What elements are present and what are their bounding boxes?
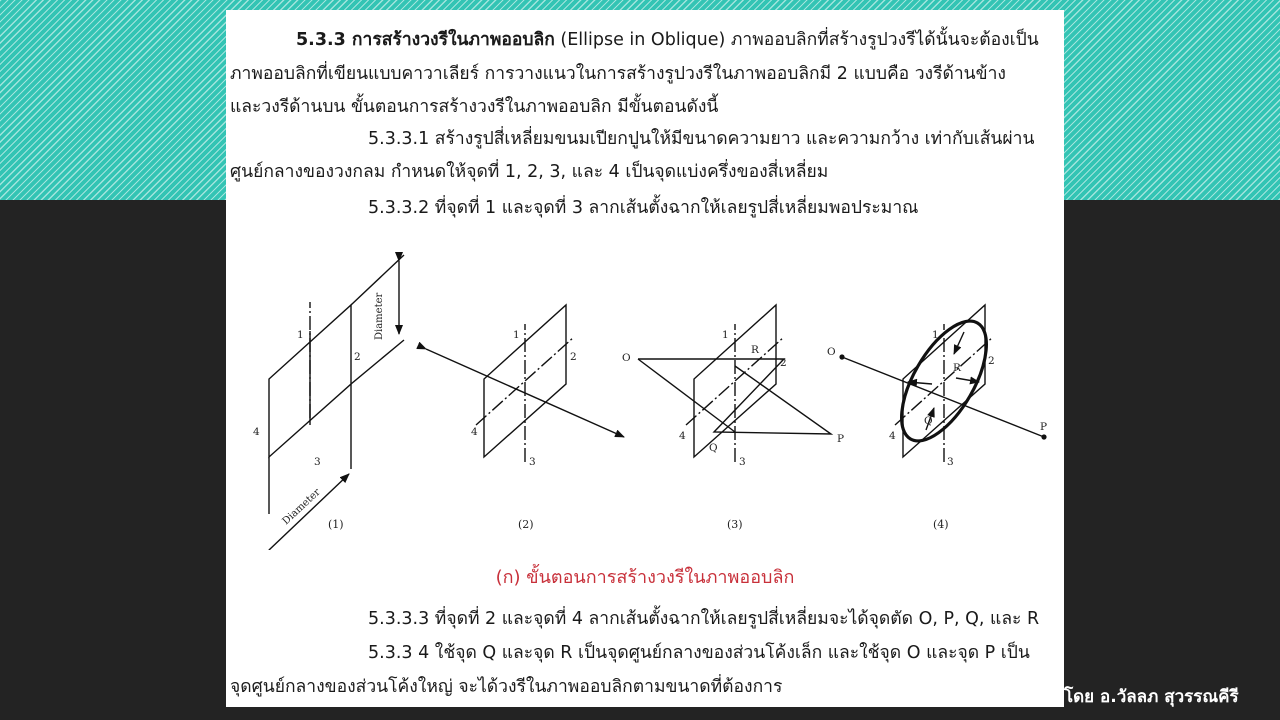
step-text: 5.3.3.2 ที่จุดที่ 1 และจุดที่ 3 ลากเส้นตั้งฉากให้เลยรูปสี่เหลี่ยมพอประมาณ bbox=[368, 198, 919, 218]
panel-label-2: (2) bbox=[518, 518, 534, 531]
panel-3 bbox=[638, 305, 831, 462]
point-label-o: O bbox=[827, 346, 836, 358]
panel-2 bbox=[426, 305, 624, 462]
point-label-r: R bbox=[751, 344, 759, 356]
diameter-label-vertical: Diameter bbox=[374, 292, 385, 340]
point-label-1: 1 bbox=[513, 329, 520, 341]
point-label-4: 4 bbox=[253, 426, 260, 438]
oblique-ellipse-figure bbox=[226, 232, 1064, 550]
point-label-1: 1 bbox=[297, 329, 304, 341]
point-label-2: 2 bbox=[354, 351, 361, 363]
author-credit: โดย อ.วัลลภ สุวรรณคีรี bbox=[1064, 687, 1239, 707]
step-text: 5.3.3.3 ที่จุดที่ 2 และจุดที่ 4 ลากเส้นตั้งฉากให้เลยรูปสี่เหลี่ยมจะได้จุดตัด O, P, Q, และ R bbox=[368, 609, 1040, 629]
step-text: ศูนย์กลางของวงกลม กำหนดให้จุดที่ 1, 2, 3, และ 4 เป็นจุดแบ่งครึ่งของสี่เหลี่ยม bbox=[230, 162, 829, 182]
heading-continuation: (Ellipse in Oblique) ภาพออบลิกที่สร้างรูปวงรีได้นั้นจะต้องเป็น bbox=[554, 30, 1039, 50]
panel-label-3: (3) bbox=[727, 518, 743, 531]
point-label-1: 1 bbox=[722, 329, 729, 341]
heading-line bbox=[296, 28, 1039, 52]
point-label-3: 3 bbox=[529, 456, 536, 468]
point-label-q: Q bbox=[924, 415, 933, 427]
panel-labels bbox=[328, 518, 949, 531]
point-label-3: 3 bbox=[947, 456, 954, 468]
point-label-2: 2 bbox=[570, 351, 577, 363]
point-label-p: P bbox=[837, 433, 845, 445]
point-label-2: 2 bbox=[988, 355, 995, 367]
point-label-q: Q bbox=[709, 442, 718, 454]
point-label-o: O bbox=[622, 352, 631, 364]
paragraph-line: ภาพออบลิกที่เขียนแบบคาวาเลียร์ การวางแนวในการสร้างรูปวงรีในภาพออบลิกมี 2 แบบคือ วงรีด้านข้าง bbox=[230, 64, 1006, 84]
panel-4 bbox=[842, 305, 1044, 462]
point-label-4: 4 bbox=[679, 430, 686, 442]
point-label-4: 4 bbox=[471, 426, 478, 438]
point-label-3: 3 bbox=[314, 456, 321, 468]
step-text: 5.3.3.1 สร้างรูปสี่เหลี่ยมขนมเปียกปูนให้มีขนาดความยาว และความกว้าง เท่ากับเส้นผ่าน bbox=[368, 129, 1035, 149]
diameter-label-slanted: Diameter bbox=[280, 486, 323, 528]
panel-label-4: (4) bbox=[933, 518, 949, 531]
point-label-p: P bbox=[1040, 421, 1048, 433]
step-text: 5.3.3 4 ใช้จุด Q และจุด R เป็นจุดศูนย์กลางของส่วนโค้งเล็ก และใช้จุด O และจุด P เป็น bbox=[368, 643, 1030, 663]
figure-caption: (ก) ขั้นตอนการสร้างวงรีในภาพออบลิก bbox=[495, 567, 795, 588]
construction-diagram bbox=[226, 232, 1064, 550]
step-text: จุดศูนย์กลางของส่วนโค้งใหญ่ จะได้วงรีในภาพออบลิกตามขนาดที่ต้องการ bbox=[230, 677, 783, 697]
point-label-1: 1 bbox=[932, 329, 939, 341]
point-label-r: R bbox=[953, 362, 961, 374]
document-page bbox=[226, 10, 1064, 707]
section-heading: 5.3.3 การสร้างวงรีในภาพออบลิก bbox=[296, 30, 555, 50]
point-label-4: 4 bbox=[889, 430, 896, 442]
paragraph-line: และวงรีด้านบน ขั้นตอนการสร้างวงรีในภาพออบลิก มีขั้นตอนดังนี้ bbox=[230, 97, 719, 117]
panel-label-1: (1) bbox=[328, 518, 344, 531]
point-label-3: 3 bbox=[739, 456, 746, 468]
point-label-2: 2 bbox=[780, 357, 787, 369]
